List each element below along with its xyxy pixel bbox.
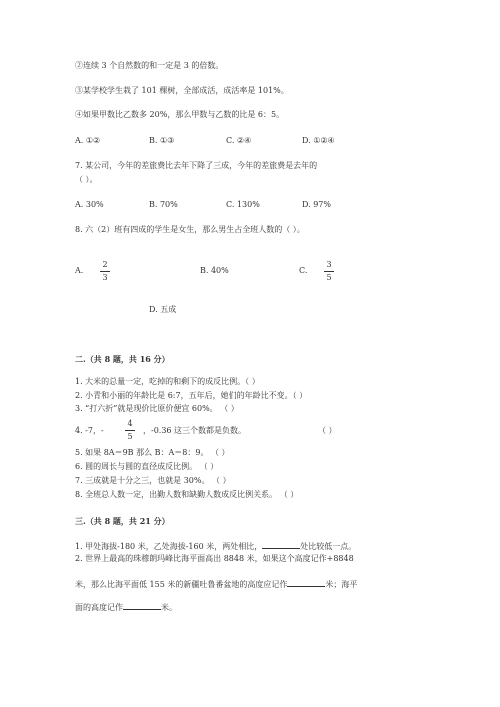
- q6-option-d: D. ①②④: [302, 136, 335, 145]
- q8-option-c-label: C.: [299, 266, 308, 275]
- fraction-numerator: 3: [326, 260, 332, 269]
- q8-option-b: B. 40%: [200, 266, 229, 275]
- fraction-bar: [324, 271, 334, 272]
- q7-text: 7. 某公司，今年的差旅费比去年下降了三成，今年的差旅费是去年的: [75, 161, 318, 170]
- statement-2: ②连续 3 个自然数的和一定是 3 的倍数。: [75, 61, 224, 70]
- q8-option-c-fraction: [323, 260, 335, 283]
- q8-text: 8. 六（2）班有四成的学生是女生，那么男生占全班人数的（ ）。: [75, 225, 305, 234]
- q6-option-b: B. ①③: [149, 136, 175, 145]
- fraction-denominator: 3: [102, 273, 108, 282]
- q6-option-a: A. ①②: [75, 136, 101, 145]
- fill-question-2-line2: [75, 578, 357, 590]
- answer-blank[interactable]: [262, 540, 300, 549]
- q6-option-c: C. ②④: [226, 136, 252, 145]
- q8-option-a-label: A.: [75, 266, 84, 275]
- answer-blank[interactable]: [287, 578, 325, 587]
- fill-question-2-text-3: 面的高度记作: [75, 603, 123, 612]
- tf-question-4-fraction: [124, 419, 136, 442]
- fraction-denominator: 5: [326, 273, 332, 282]
- tf-question-2: 2. 小青和小丽的年龄比是 6:7，五年后，她们的年龄比不变。（ ）: [75, 391, 308, 400]
- fill-question-2-line3: [75, 601, 177, 613]
- fraction-denominator: 5: [127, 432, 133, 441]
- answer-blank[interactable]: [123, 601, 161, 610]
- fraction-numerator: 4: [127, 419, 133, 428]
- tf-question-5: 5. 如果 8A＝9B 那么 B：A＝8：9。 （ ）: [75, 448, 230, 457]
- statement-4: ④如果甲数比乙数多 20%，那么甲数与乙数的比是 6：5。: [75, 110, 285, 119]
- tf-question-7: 7. 三成就是十分之三，也就是 30%。 （ ）: [75, 476, 231, 485]
- tf-question-4-suffix: ，-0.36 这三个数都是负数。: [143, 426, 247, 435]
- q8-option-a-fraction: [99, 260, 111, 283]
- statement-3: ③某学校学生栽了 101 棵树，全部成活，成活率是 101%。: [75, 86, 289, 95]
- fill-question-2-text: 米，那么比海平面低 155 米的新疆吐鲁番盆地的高度应记作: [75, 580, 288, 589]
- q7-option-d: D. 97%: [302, 200, 331, 209]
- tf-question-3: 3. “打六折”就是现价比原价便宜 60%。 （ ）: [75, 404, 239, 413]
- q7-option-c: C. 130%: [226, 200, 260, 209]
- fill-question-2-tail: 米。: [161, 603, 177, 612]
- q7-option-a: A. 30%: [75, 200, 104, 209]
- tf-question-4-prefix: 4. -7，-: [75, 426, 104, 435]
- tf-question-4-paren: （ ）: [318, 426, 337, 435]
- fraction-bar: [100, 271, 110, 272]
- fraction-numerator: 2: [102, 260, 108, 269]
- section-3-heading: 三.（共 8 题，共 21 分）: [75, 516, 170, 526]
- tf-question-6: 6. 圆的周长与圆的直径成反比例。 （ ）: [75, 462, 219, 471]
- q7-paren: （ ）。: [75, 175, 98, 184]
- q8-option-d: D. 五成: [149, 305, 177, 314]
- fill-question-1-text: 1. 甲处海拔-180 米，乙处海拔-160 米，两处相比，: [75, 542, 263, 551]
- fill-question-2-text-2: 米；海平: [325, 580, 358, 589]
- fill-question-2-line1: 2. 世界上最高的珠穆朗玛峰比海平面高出 8848 米，如果这个高度记作+8848: [75, 554, 354, 563]
- fraction-bar: [125, 430, 135, 431]
- tf-question-1: 1. 大米的总量一定，吃掉的和剩下的成反比例。（ ）: [75, 377, 260, 386]
- fill-question-1: [75, 540, 356, 552]
- tf-question-8: 8. 全班总人数一定，出勤人数和缺勤人数成反比例关系。 （ ）: [75, 490, 299, 499]
- section-2-heading: 二.（共 8 题，共 16 分）: [75, 354, 170, 364]
- fill-question-1-tail: 处比较低一点。: [300, 542, 357, 551]
- q7-option-b: B. 70%: [149, 200, 178, 209]
